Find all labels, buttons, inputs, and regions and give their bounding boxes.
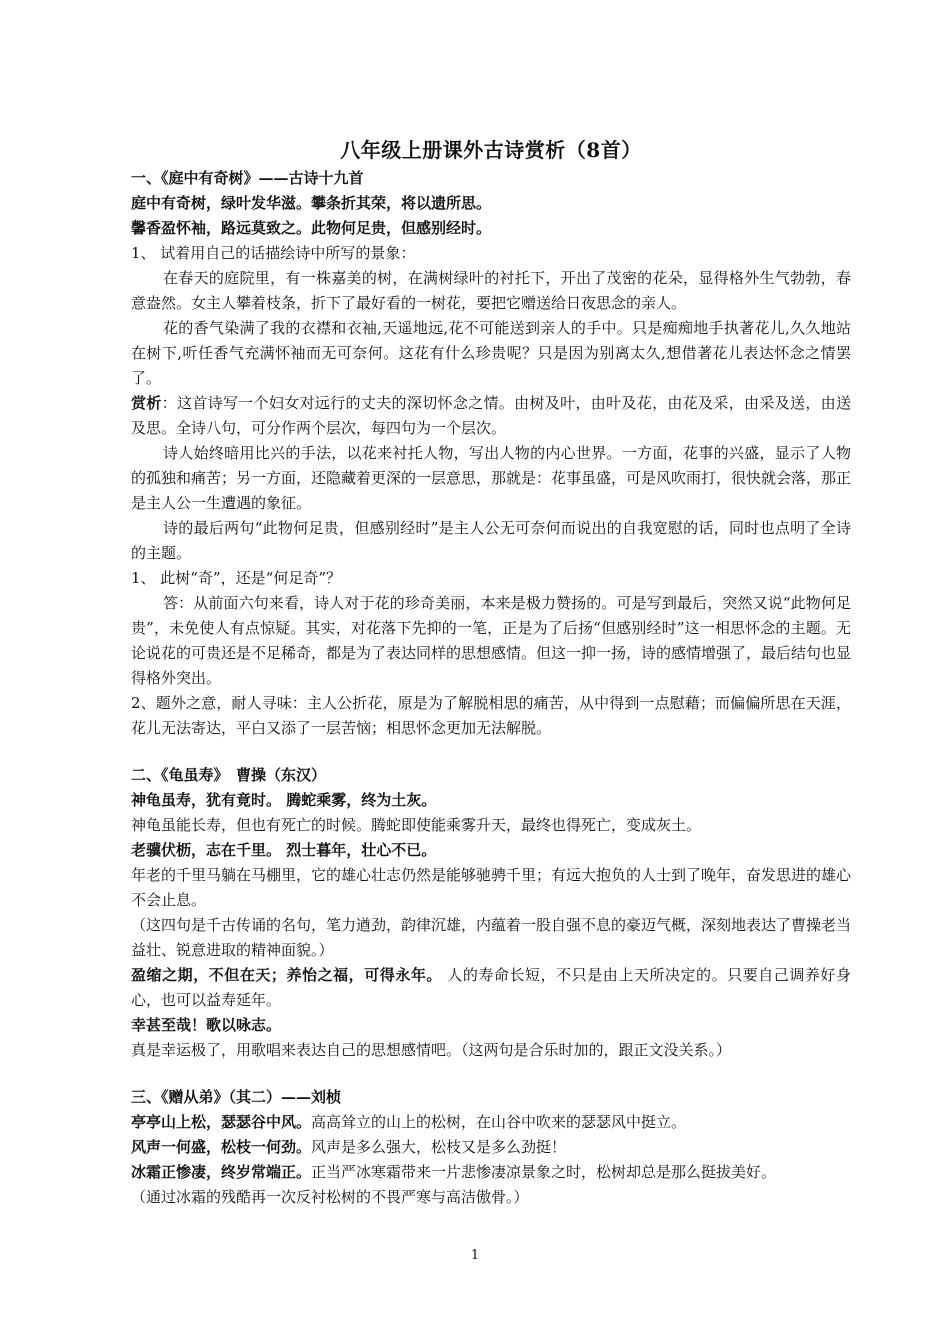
question: 1、 试着用自己的话描绘诗中所写的景象： [131,244,416,262]
paragraph: 诗的最后两句“此物何足贵，但感别经时”是主人公无可奈何而说出的自我宽慰的话，同时也点明了全诗的主题。 [131,519,851,562]
translation: 人的寿命长短，不只是由上天所决定的。只要自己调养好身心，也可以益寿延年。 [131,966,851,1009]
poem-with-translation [131,1135,851,1160]
spacer [131,1063,851,1085]
analysis-paragraph [131,391,851,441]
paragraph: 在春天的庭院里，有一株嘉美的树，在满树绿叶的衬托下，开出了茂密的花朵，显得格外生气勃勃，春意盎然。女主人攀着枝条，折下了最好看的一树花，要把它赠送给日夜思念的亲人。 [131,269,851,312]
poem-with-translation [131,1110,851,1135]
section-3-heading: 三、《赠从弟》（其二）——刘桢 [131,1088,342,1106]
question: 1、 此树“奇”，还是“何足奇”？ [131,569,341,587]
poem-with-translation [131,963,851,1013]
poem-line: 老骥伏枥，志在千里。 烈士暮年，壮心不已。 [131,841,437,859]
translation: 高高耸立的山上的松树，在山谷中吹来的瑟瑟风中挺立。 [311,1113,687,1131]
paragraph: 2、题外之意，耐人寻味：主人公折花，原是为了解脱相思的痛苦，从中得到一点慰藉；而偏偏所思在天涯，花儿无法寄达，平白又添了一层苦恼；相思怀念更加无法解脱。 [131,694,851,737]
translation: 正当严冰寒霜带来一片悲惨凄凉景象之时，松树却总是那么挺拔美好。 [311,1163,777,1181]
analysis-text: ：这首诗写一个妇女对远行的丈夫的深切怀念之情。由树及叶，由叶及花，由花及采，由采及送，由送及思。全诗八句，可分作两个层次，每四句为一个层次。 [131,394,851,437]
paragraph: 诗人始终暗用比兴的手法，以花来衬托人物，写出人物的内心世界。一方面，花事的兴盛，显示了人物的孤独和痛苦；另一方面，还隐藏着更深的一层意思，那就是：花事虽盛，可是风吹雨打，很快就会落，那正是主人公一生遭遇的象征。 [131,444,852,512]
page-number: 1 [470,1248,480,1263]
poem-line: 幸甚至哉！歌以咏志。 [131,1016,282,1034]
translation: 风声是多么强大，松枝又是多么劲挺！ [311,1138,567,1156]
poem-line: 盈缩之期，不但在天；养怡之福，可得永年。 [131,966,442,984]
poem-line: 馨香盈怀袖，路远莫致之。此物何足贵，但感别经时。 [131,219,492,237]
poem-line: 风声一何盛，松枝一何劲。 [131,1138,312,1156]
document-page [131,136,851,1210]
poem-with-translation [131,1160,851,1185]
poem-line: 冰霜正惨凄，终岁常端正。 [131,1163,312,1181]
commentary: （这四句是千古传诵的名句，笔力遒劲，韵律沉雄，内蕴着一股自强不息的豪迈气概，深刻地表达了曹操老当益壮、锐意进取的精神面貌。） [131,916,852,959]
poem-line: 亭亭山上松，瑟瑟谷中风。 [131,1113,312,1131]
document-title: 八年级上册课外古诗赏析（8首） [340,138,642,162]
paragraph: 花的香气染满了我的衣襟和衣袖,天遥地远,花不可能送到亲人的手中。只是痴痴地手执著花儿,久久地站在树下,听任香气充满怀袖而无可奈何。这花有什么珍贵呢？只是因为别离太久,想借著花儿表达怀念之情罢了。 [131,319,851,387]
poem-line: 神龟虽寿，犹有竟时。 腾蛇乘雾，终为土灰。 [131,791,437,809]
section-2-heading: 二、《龟虽寿》 曹操（东汉） [131,766,327,784]
translation: 神龟虽能长寿，但也有死亡的时候。腾蛇即使能乘雾升天，最终也得死亡，变成灰土。 [131,816,702,834]
paragraph: 答：从前面六句来看，诗人对于花的珍奇美丽，本来是极力赞扬的。可是写到最后，突然又说“此物何足贵”，未免使人有点惊疑。其实，对花落下先抑的一笔，正是为了后扬“但感别经时”这一相思怀念的主题。无论说花的可贵还是不足稀奇，都是为了表达同样的思想感情。但这一抑一扬，诗的感情增强了，最后结句也显得格外突出。 [131,594,852,687]
translation: 年老的千里马躺在马棚里，它的雄心壮志仍然是能够驰骋千里；有远大抱负的人士到了晚年，奋发思进的雄心不会止息。 [131,866,852,909]
spacer [131,741,851,763]
poem-line: 庭中有奇树，绿叶发华滋。攀条折其荣，将以遗所思。 [131,194,492,212]
translation: 真是幸运极了，用歌唱来表达自己的思想感情吧。（这两句是合乐时加的，跟正文没关系。） [131,1041,732,1059]
commentary: （通过冰霜的残酷再一次反衬松树的不畏严寒与高洁傲骨。） [131,1188,529,1206]
section-1-heading: 一、《庭中有奇树》——古诗十九首 [131,169,364,187]
analysis-label: 赏析 [131,394,162,412]
